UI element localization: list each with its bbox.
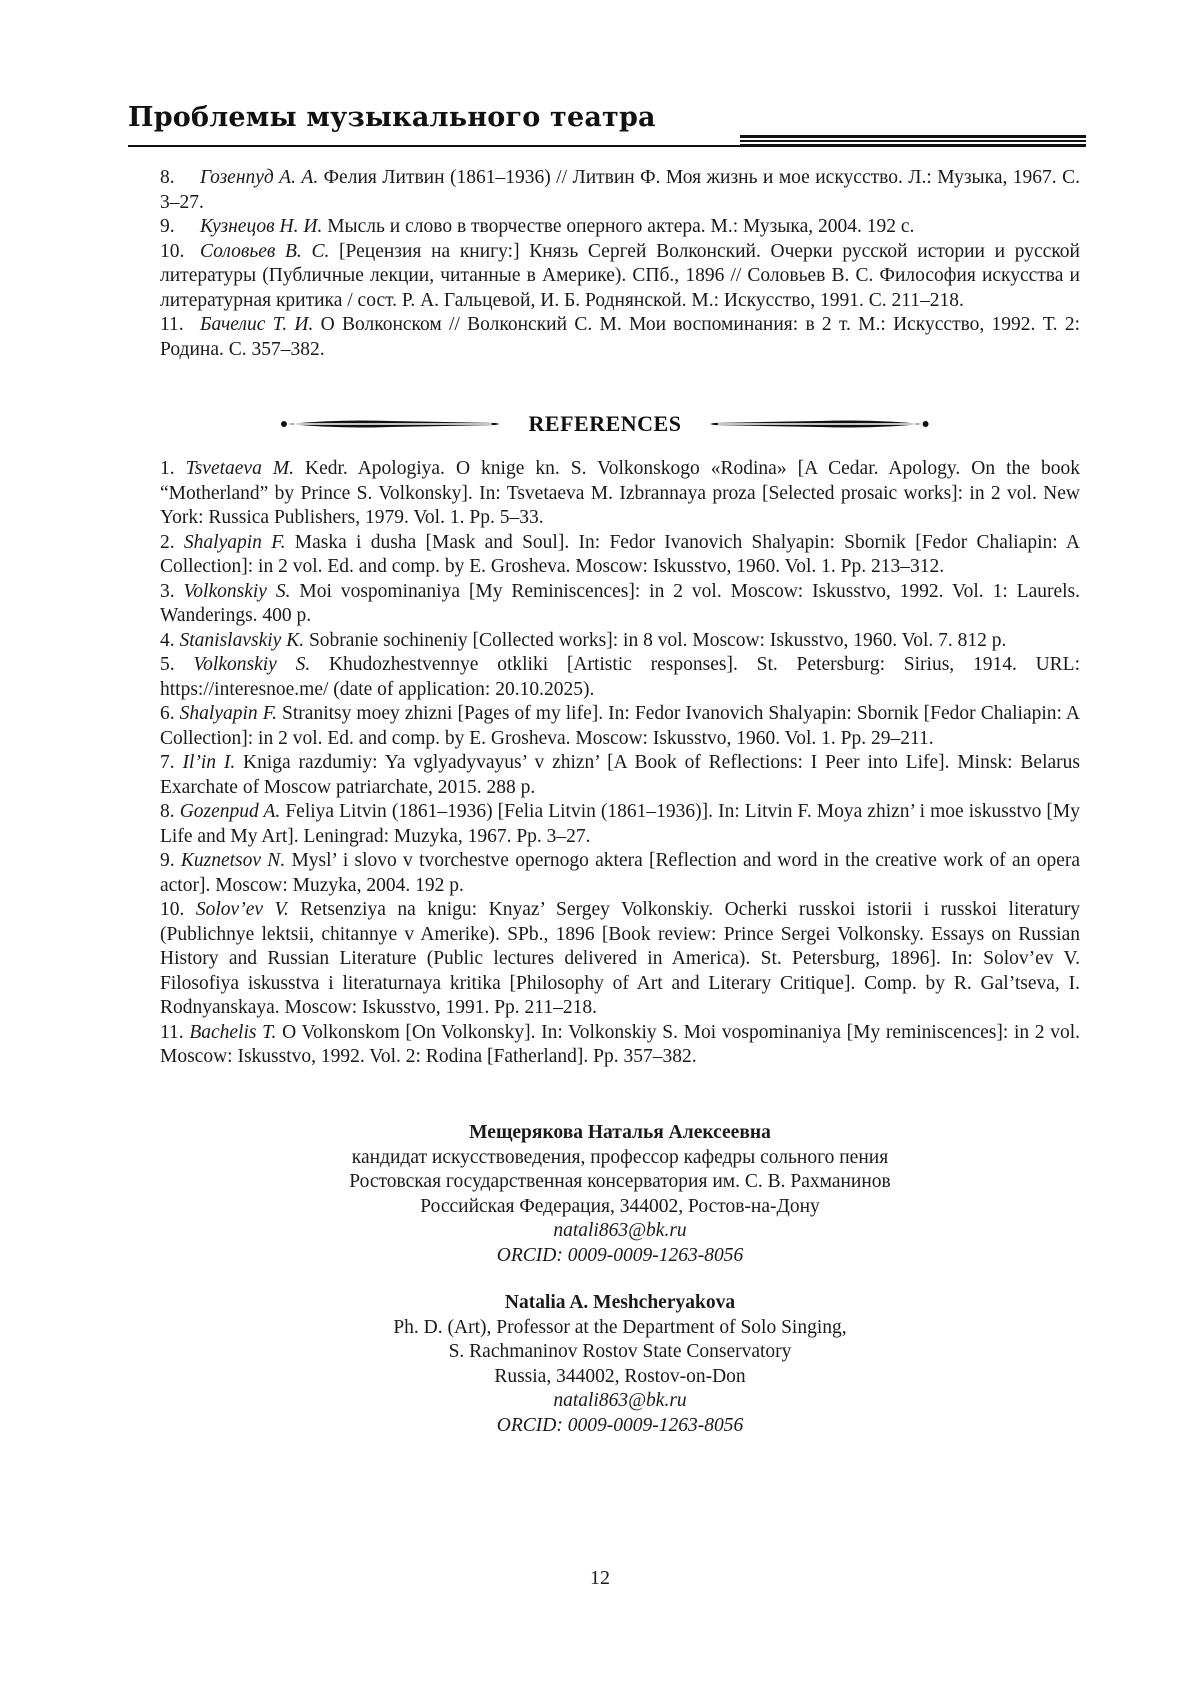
reference-item [160, 800, 1080, 849]
reference-number: 10. [160, 240, 185, 262]
reference-text: Khudozhestvennye otkliki [Artistic responses]. St. Petersburg: Sirius, 1914. URL: https://interesnoe.me/ (date of application: 20.10.2025). [160, 654, 1081, 700]
reference-item [160, 1021, 1080, 1070]
reference-item [160, 166, 1080, 215]
reference-text: Retsenziya na knigu: Knyaz’ Sergey Volkonskiy. Ocherki russkoi istorii i russkoi literatury (Publichnye lektsii, chitannye v Amerike). SPb., 1896 [Book review: Prince Sergei Volkonsky. Essays on Russian History and Russian Literature (Public lectures delivered in America). St. Petersburg, 1896]. In: Solov’ev V. Filosofiya iskusstva i literaturnaya kritika [Philosophy of Art and Literary Critique]. Comp. by R. Gal’tseva, I. Rodnyanskaya. Moscow: Iskusstvo, 1991. Pp. 211–218. [160, 899, 1080, 1018]
reference-item [160, 702, 1080, 751]
reference-item [160, 653, 1080, 702]
russian-references-list [160, 166, 1080, 362]
author-orcid: ORCID: 0009-0009-1263-8056 [496, 1244, 744, 1266]
reference-author: Volkonskiy S. [183, 580, 291, 602]
reference-number: 1. [160, 458, 175, 479]
reference-text: Kedr. Apologiya. O knige kn. S. Volkonskogo «Rodina» [A Cedar. Apology. On the book “Motherland” by Prince S. Volkonsky]. In: Tsvetaeva M. Izbrannaya proza [Selected prosaic works]: in 2 vol. New York: Russica Publishers, 1979. Vol. 1. Pp. 5–33. [160, 458, 1080, 528]
author-name: Natalia A. Meshcheryakova [504, 1292, 736, 1313]
reference-author: Бачелис Т. И. [200, 314, 314, 335]
author-orcid: ORCID: 0009-0009-1263-8056 [496, 1414, 744, 1436]
reference-number: 6. [160, 703, 175, 724]
reference-author: Il’in I. [182, 752, 236, 773]
reference-author: Bachelis T. [189, 1021, 277, 1043]
author-info-russian [160, 1121, 1080, 1268]
english-references-list [160, 457, 1080, 1070]
reference-author: Shalyapin F. [179, 703, 277, 724]
reference-number: 8. [160, 167, 175, 188]
reference-item [160, 751, 1080, 800]
reference-text: Мысль и слово в творчестве оперного актера. М.: Музыка, 2004. 192 с. [322, 216, 915, 237]
reference-item [160, 580, 1080, 629]
reference-author: Соловьев В. С. [200, 240, 330, 262]
reference-text: [Рецензия на книгу:] Князь Сергей Волконский. Очерки русской истории и русской литературы (Публичные лекции, читанные в Америке). СПб., 1896 // Соловьев В. С. Философия искусства и литературная критика / сост. Р. А. Гальцевой, И. Б. Роднянской. М.: Искусство, 1991. С. 211–218. [160, 240, 1080, 311]
reference-item [160, 457, 1080, 531]
author-address: Russia, 344002, Rostov-on-Don [494, 1365, 746, 1387]
reference-author: Shalyapin F. [183, 531, 286, 553]
reference-number: 9. [160, 850, 175, 871]
author-info-english [160, 1291, 1080, 1438]
reference-author: Solov’ev V. [195, 899, 289, 920]
references-heading [280, 408, 930, 440]
author-position: кандидат искусствоведения, профессор кафедры сольного пения [351, 1146, 889, 1168]
reference-text: O Volkonskom [On Volkonsky]. In: Volkonskiy S. Moi vospominaniya [My reminiscences]: in 2 vol. Moscow: Iskusstvo, 1992. Vol. 2: Rodina [Fatherland]. Pp. 357–382. [160, 1021, 1080, 1067]
reference-number: 3. [160, 580, 175, 602]
reference-text: О Волконском // Волконский С. М. Мои воспоминания: в 2 т. М.: Искусство, 1992. Т. 2: Родина. С. 357–382. [160, 314, 1080, 360]
ornament-right-icon [707, 417, 930, 431]
reference-text: Feliya Litvin (1861–1936) [Felia Litvin (1861–1936)]. In: Litvin F. Moya zhizn’ i moe iskusstvo [My Life and My Art]. Leningrad: Muzyka, 1967. Pp. 3–27. [160, 801, 1080, 847]
references-title: REFERENCES [528, 411, 682, 436]
reference-item [160, 313, 1080, 362]
reference-item [160, 240, 1080, 314]
reference-item [160, 898, 1080, 1021]
reference-number: 5. [160, 654, 175, 675]
journal-title: Проблемы музыкального театра [128, 102, 656, 133]
reference-author: Volkonskiy S. [193, 654, 311, 675]
reference-item [160, 531, 1080, 580]
author-position: Ph. D. (Art), Professor at the Department of Solo Singing, [393, 1316, 847, 1338]
reference-text: Moi vospominaniya [My Reminiscences]: in 2 vol. Moscow: Iskusstvo, 1992. Vol. 1: Laurels. Wanderings. 400 p. [160, 580, 1081, 626]
reference-item [160, 629, 1080, 654]
reference-number: 7. [160, 752, 175, 773]
reference-text: Sobranie sochineniy [Collected works]: in 8 vol. Moscow: Iskusstvo, 1960. Vol. 7. 812 p. [304, 629, 1007, 651]
reference-number: 11. [160, 1021, 184, 1043]
reference-author: Kuznetsov N. [180, 850, 286, 871]
reference-author: Stanislavskiy K. [179, 629, 305, 651]
reference-author: Gozenpud A. [179, 801, 281, 822]
reference-text: Kniga razdumiy: Ya vglyadyvayus’ v zhizn’ [A Book of Reflections: I Peer into Life]. Minsk: Belarus Exarchate of Moscow patriarchate, 2015. 288 p. [160, 752, 1080, 798]
reference-number: 2. [160, 531, 175, 553]
running-header [128, 96, 1086, 156]
header-rule-ornament [740, 135, 1086, 147]
author-affiliation: Ростовская государственная консерватория им. С. В. Рахманинов [349, 1171, 891, 1192]
reference-number: 4. [160, 629, 175, 651]
reference-author: Кузнецов Н. И. [200, 216, 323, 237]
reference-text: Maska i dusha [Mask and Soul]. In: Fedor Ivanovich Shalyapin: Sbornik [Fedor Chaliapin: A Collection]: in 2 vol. Ed. and comp. by E. Grosheva. Moscow: Iskusstvo, 1960. Vol. 1. Pp. 213–312. [160, 531, 1081, 577]
reference-item [160, 215, 1080, 240]
author-name: Мещерякова Наталья Алексеевна [469, 1122, 771, 1143]
author-address: Российская Федерация, 344002, Ростов-на-Дону [420, 1195, 820, 1217]
reference-item [160, 849, 1080, 898]
author-email: natali863@bk.ru [553, 1390, 687, 1411]
ornament-left-icon [280, 417, 503, 431]
reference-number: 11. [160, 314, 184, 335]
reference-author: Гозенпуд А. А. [200, 167, 319, 188]
reference-author: Tsvetaeva M. [185, 458, 294, 479]
reference-text: Фелия Литвин (1861–1936) // Литвин Ф. Моя жизнь и мое искусство. Л.: Музыка, 1967. С. 3–27. [160, 167, 1080, 213]
author-email: natali863@bk.ru [553, 1220, 687, 1241]
reference-number: 8. [160, 801, 175, 822]
reference-number: 10. [160, 899, 185, 920]
reference-text: Mysl’ i slovo v tvorchestve opernogo aktera [Reflection and word in the creative work of an opera actor]. Moscow: Muzyka, 2004. 192 p. [160, 850, 1081, 896]
reference-number: 9. [160, 216, 175, 237]
page-number: 12 [590, 1567, 610, 1589]
author-affiliation: S. Rachmaninov Rostov State Conservatory [448, 1341, 792, 1362]
reference-text: Stranitsy moey zhizni [Pages of my life]. In: Fedor Ivanovich Shalyapin: Sbornik [Fedor Chaliapin: A Collection]: in 2 vol. Ed. and comp. by E. Grosheva. Moscow: Iskusstvo, 1960. Vol. 1. Pp. 29–211. [160, 703, 1081, 749]
